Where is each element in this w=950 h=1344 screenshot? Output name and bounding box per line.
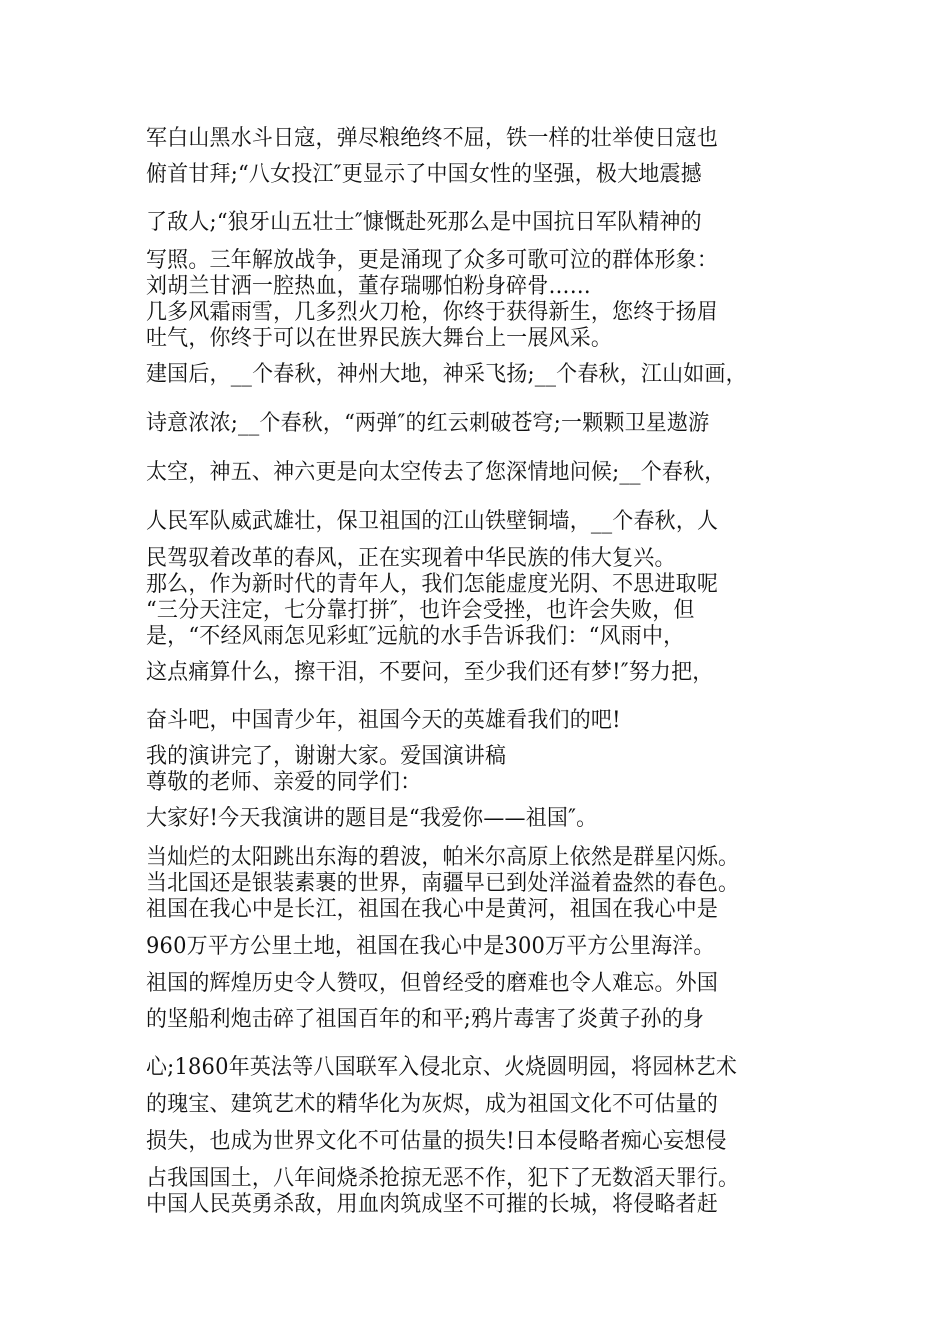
text-line: 刘胡兰甘洒一腔热血，董存瑞哪怕粉身碎骨…… [146, 274, 591, 299]
text-line: 心;1860年英法等八国联军入侵北京、火烧圆明园，将园林艺术 [146, 1055, 738, 1080]
text-line: 大家好!今天我演讲的题目是“我爱你——祖国″。 [146, 806, 598, 831]
text-line: 我的演讲完了，谢谢大家。爱国演讲稿 [146, 744, 507, 769]
text-line: 祖国的辉煌历史令人赞叹，但曾经受的磨难也令人难忘。外国 [146, 971, 719, 996]
text-line: 960万平方公里土地，祖国在我心中是300万平方公里海洋。 [146, 934, 715, 959]
text-line: 奋斗吧，中国青少年，祖国今天的英雄看我们的吧! [146, 708, 621, 733]
text-line: 俯首甘拜;“八女投江″更显示了中国女性的坚强，极大地震撼 [146, 162, 702, 187]
text-line: 当北国还是银装素裹的世界，南疆早已到处洋溢着盎然的春色。 [146, 871, 740, 896]
text-line: 的坚船利炮击碎了祖国百年的和平;鸦片毒害了炎黄子孙的身 [146, 1007, 705, 1032]
text-line: 中国人民英勇杀敌，用血肉筑成坚不可摧的长城，将侵略者赶 [146, 1192, 719, 1217]
text-line: 这点痛算什么，擦干泪，不要问，至少我们还有梦!″努力把， [146, 660, 714, 685]
text-line: 几多风霜雨雪，几多烈火刀枪，你终于获得新生，您终于扬眉 [146, 300, 719, 325]
text-line: 是，“不经风雨怎见彩虹″远航的水手告诉我们：“风雨中， [146, 624, 685, 649]
text-line: 诗意浓浓;__个春秋，“两弹″的红云刺破苍穹;一颗颗卫星遨游 [146, 411, 710, 436]
text-line: 损失，也成为世界文化不可估量的损失!日本侵略者痴心妄想侵 [146, 1129, 727, 1154]
text-line: 民驾驭着改革的春风，正在实现着中华民族的伟大复兴。 [146, 546, 676, 571]
text-line: 吐气，你终于可以在世界民族大舞台上一展风采。 [146, 326, 613, 351]
text-line: 占我国国土，八年间烧杀抢掠无恶不作，犯下了无数滔天罪行。 [146, 1166, 740, 1191]
text-line: 当灿烂的太阳跳出东海的碧波，帕米尔高原上依然是群星闪烁。 [146, 845, 740, 870]
text-line: 建国后，__个春秋，神州大地，神采飞扬;__个春秋，江山如画， [146, 362, 747, 387]
text-line: 那么，作为新时代的青年人，我们怎能虚度光阴、不思进取呢 [146, 572, 719, 597]
text-line: 了敌人;“狼牙山五壮士″慷慨赴死那么是中国抗日军队精神的 [146, 210, 702, 235]
text-line: 的瑰宝、建筑艺术的精华化为灰烬，成为祖国文化不可估量的 [146, 1092, 719, 1117]
text-line: 军白山黑水斗日寇，弹尽粮绝终不屈，铁一样的壮举使日寇也 [146, 126, 719, 151]
text-line: “三分天注定，七分靠打拼″，也许会受挫，也许会失败，但 [146, 598, 695, 623]
text-line: 写照。三年解放战争，更是涌现了众多可歌可泣的群体形象： [146, 248, 719, 273]
text-line: 尊敬的老师、亲爱的同学们： [146, 770, 422, 795]
text-line: 太空，神五、神六更是向太空传去了您深情地问候;__个春秋， [146, 460, 726, 485]
text-line: 祖国在我心中是长江，祖国在我心中是黄河，祖国在我心中是 [146, 897, 719, 922]
text-line: 人民军队威武雄壮，保卫祖国的江山铁壁铜墙，__个春秋，人 [146, 509, 719, 534]
